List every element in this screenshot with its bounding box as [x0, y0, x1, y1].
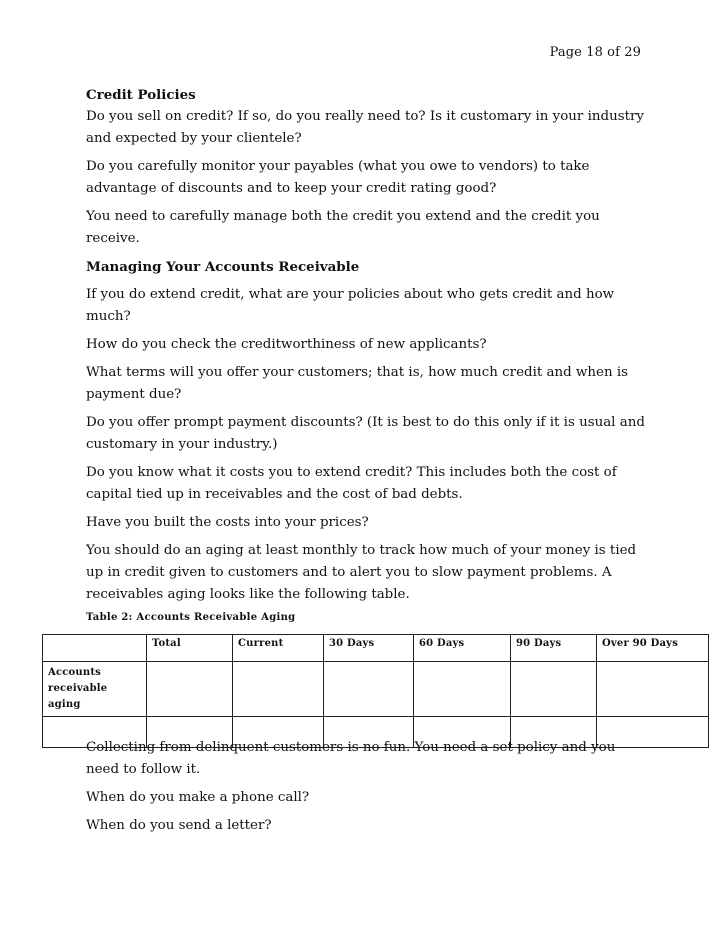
page-number: Page 18 of 29: [549, 45, 641, 60]
paragraph: Do you sell on credit? If so, do you really need to? Is it customary in your industry and expected by your clientele?: [86, 109, 644, 146]
accounts-receivable-aging-table: [42, 634, 709, 748]
paragraph: When do you make a phone call?: [86, 790, 310, 805]
table-header-cell: 90 Days: [511, 635, 597, 662]
table-cell: [597, 662, 709, 717]
table-header-cell: 60 Days: [414, 635, 511, 662]
table-cell: [324, 662, 414, 717]
table-cell: [147, 662, 233, 717]
table-header-cell: [43, 635, 147, 662]
paragraph: What terms will you offer your customers; that is, how much credit and when is payment due?: [86, 365, 628, 402]
paragraph: Collecting from delinquent customers is no fun. You need a set policy and you need to follow it.: [86, 740, 616, 777]
paragraph: Do you offer prompt payment discounts? (It is best to do this only if it is usual and customary in your industry.): [86, 415, 645, 452]
table-header-cell: Current: [233, 635, 324, 662]
main-content: [86, 84, 646, 627]
table-header-cell: Over 90 Days: [597, 635, 709, 662]
paragraph: How do you check the creditworthiness of new applicants?: [86, 337, 487, 352]
paragraph: Do you carefully monitor your payables (what you owe to vendors) to take advantage of discounts and to keep your credit rating good?: [86, 159, 590, 196]
paragraph: You should do an aging at least monthly to track how much of your money is tied up in credit given to customers and to alert you to slow payment problems. A receivables aging looks like the following table.: [86, 543, 637, 602]
paragraph: Do you know what it costs you to extend credit? This includes both the cost of capital tied up in receivables and the cost of bad debts.: [86, 465, 617, 502]
paragraph: If you do extend credit, what are your policies about who gets credit and how much?: [86, 287, 615, 324]
table-header-cell: 30 Days: [324, 635, 414, 662]
table-cell: [511, 662, 597, 717]
table-row: [43, 662, 709, 717]
table-header-row: [43, 635, 709, 662]
after-table-content: [86, 737, 646, 843]
table-header-cell: Total: [147, 635, 233, 662]
paragraph: You need to carefully manage both the credit you extend and the credit you receive.: [86, 209, 600, 246]
paragraph: Have you built the costs into your prices?: [86, 515, 369, 530]
paragraph: When do you send a letter?: [86, 818, 272, 833]
table-cell: [414, 662, 511, 717]
table-cell: Accounts receivable aging: [43, 662, 147, 717]
table-caption: Table 2: Accounts Receivable Aging: [86, 612, 296, 623]
heading-managing-accounts-receivable: Managing Your Accounts Receivable: [86, 259, 360, 275]
table-cell: [233, 662, 324, 717]
heading-credit-policies: Credit Policies: [86, 87, 196, 103]
